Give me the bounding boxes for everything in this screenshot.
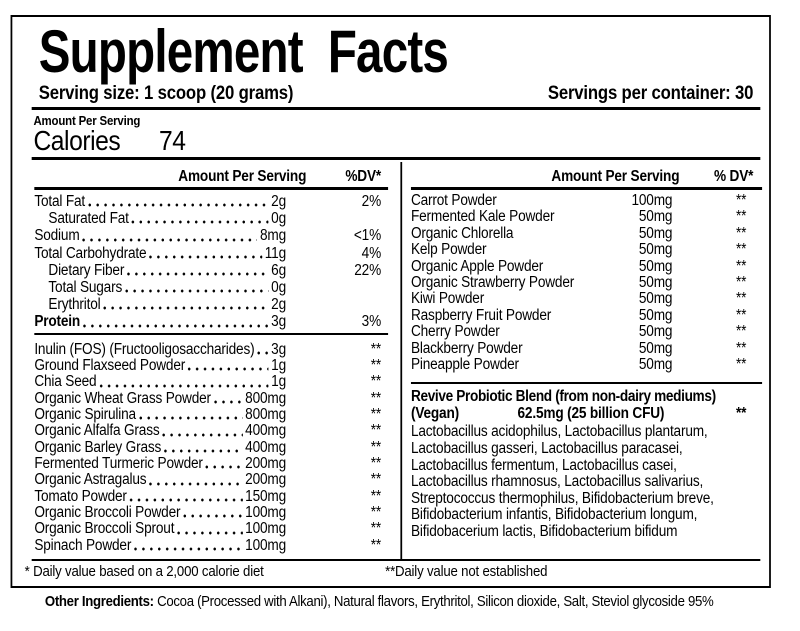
ingredient-name: Tomato Powder bbox=[34, 487, 127, 505]
probiotic-blend-section bbox=[411, 384, 762, 540]
nutrient-row bbox=[34, 193, 388, 210]
nutrient-row bbox=[34, 210, 388, 227]
ingredient-row bbox=[34, 374, 388, 390]
ingredient-dv: ** bbox=[370, 487, 382, 505]
ingredient-row bbox=[34, 472, 388, 488]
ingredient-amount: 50mg bbox=[638, 241, 673, 259]
leader-dots bbox=[205, 465, 242, 469]
ingredient-amount: 50mg bbox=[638, 306, 673, 324]
ingredient-row bbox=[411, 209, 762, 225]
ingredient-amount: 200mg bbox=[245, 455, 286, 473]
ingredient-dv: ** bbox=[735, 192, 747, 209]
page-title: Supplement Facts bbox=[38, 18, 449, 85]
ingredient-dv: ** bbox=[370, 504, 382, 522]
probiotic-vegan-label: (Vegan) bbox=[410, 405, 460, 423]
ingredient-name: Raspberry Fruit Powder bbox=[410, 306, 552, 324]
ingredient-dv: ** bbox=[370, 536, 382, 554]
ingredient-amount: 150mg bbox=[245, 487, 286, 505]
facts-columns bbox=[12, 162, 769, 559]
footnote-not-established: **Daily value not established bbox=[385, 563, 548, 580]
ingredient-row bbox=[411, 259, 762, 275]
ingredient-dv: ** bbox=[370, 406, 382, 423]
ingredient-dv: 3% bbox=[361, 313, 382, 331]
probiotic-dv: ** bbox=[735, 405, 747, 423]
nutrient-row bbox=[34, 313, 388, 330]
ingredient-amount: 50mg bbox=[638, 290, 673, 308]
ingredient-name: Organic Broccoli Powder bbox=[34, 504, 181, 522]
ingredient-amount: 8mg bbox=[259, 227, 286, 245]
leader-dots bbox=[149, 482, 242, 486]
right-column bbox=[402, 162, 769, 559]
leader-dots bbox=[103, 306, 268, 310]
ingredient-dv: ** bbox=[370, 356, 382, 374]
ingredient-name: Organic Chlorella bbox=[410, 224, 514, 242]
ingredient-amount: 800mg bbox=[245, 406, 286, 423]
probiotic-blend-title: Revive Probiotic Blend (from non-dairy mediums) bbox=[410, 388, 716, 406]
ingredient-dv: ** bbox=[735, 208, 747, 226]
leader-dots bbox=[131, 220, 268, 224]
leader-dots bbox=[82, 238, 257, 242]
ingredient-amount: 50mg bbox=[638, 224, 673, 242]
ingredient-dv: ** bbox=[370, 373, 382, 391]
ingredient-name: Protein bbox=[34, 313, 81, 331]
ingredient-row bbox=[34, 358, 388, 374]
ingredient-amount: 100mg bbox=[245, 536, 286, 554]
ingredient-dv: ** bbox=[735, 323, 747, 341]
nutrient-row bbox=[34, 227, 388, 244]
ingredient-name: Chia Seed bbox=[34, 373, 97, 391]
ingredient-name: Total Fat bbox=[34, 193, 86, 210]
ingredient-name: Carrot Powder bbox=[410, 192, 497, 209]
ingredient-name: Pineapple Powder bbox=[410, 356, 519, 374]
ingredient-amount: 100mg bbox=[245, 504, 286, 522]
nutrient-list bbox=[34, 190, 388, 331]
leader-dots bbox=[88, 203, 269, 207]
ingredient-row bbox=[34, 391, 388, 407]
ingredient-row bbox=[411, 324, 762, 340]
nutrient-row bbox=[34, 262, 388, 279]
ingredient-name: Organic Astragalus bbox=[34, 471, 147, 489]
supplement-facts-label bbox=[11, 15, 771, 588]
ingredient-amount: 50mg bbox=[638, 274, 673, 292]
ingredient-row bbox=[34, 489, 388, 505]
ingredient-name: Total Sugars bbox=[48, 279, 123, 297]
ingredient-dv: 22% bbox=[354, 261, 382, 279]
left-header-dv: %DV* bbox=[345, 168, 382, 185]
ingredient-amount: 50mg bbox=[638, 257, 673, 275]
ingredient-row bbox=[411, 291, 762, 307]
ingredient-row bbox=[411, 193, 762, 209]
leader-dots bbox=[257, 351, 268, 355]
calories-block bbox=[12, 110, 769, 154]
leader-dots bbox=[99, 384, 268, 388]
ingredient-dv: ** bbox=[370, 471, 382, 489]
ingredient-row bbox=[34, 456, 388, 472]
ingredient-name: Spinach Powder bbox=[34, 536, 132, 554]
ingredient-dv: ** bbox=[370, 438, 382, 456]
left-column-header bbox=[34, 162, 388, 185]
ingredient-dv: ** bbox=[370, 455, 382, 473]
nutrient-row bbox=[34, 279, 388, 296]
ingredient-name: Saturated Fat bbox=[48, 210, 129, 228]
ingredient-name: Organic Strawberry Powder bbox=[410, 274, 575, 292]
leader-dots bbox=[83, 324, 269, 328]
right-header-amount: Amount Per Serving bbox=[551, 168, 680, 185]
ingredient-row bbox=[411, 242, 762, 258]
servings-per-container-text: Servings per container: 30 bbox=[547, 83, 754, 104]
ingredient-name: Organic Alfalfa Grass bbox=[34, 422, 160, 440]
ingredient-row bbox=[34, 538, 388, 554]
probiotic-species-list: Lactobacillus acidophilus, Lactobacillus plantarum, Lactobacillus gasseri, Lactobacillus paracasei, Lactobacillus fermentum, Lactobacillus casei, Lactobacillus rhamnosus, Lactobacillus salivarius, Streptococcus thermophilus, Bifidobacterium breve, Bifidobacterium infantis, Bifidobacterium longum, Bifidobacerium lactis, Bifidobacterium bifidum bbox=[410, 423, 714, 541]
ingredient-amount: 2g bbox=[271, 296, 286, 314]
ingredient-amount: 50mg bbox=[638, 208, 673, 226]
ingredient-amount: 100mg bbox=[245, 520, 286, 538]
leader-dots bbox=[149, 255, 262, 259]
calories-label: Calories bbox=[33, 125, 121, 156]
ingredient-name: Fermented Turmeric Powder bbox=[34, 455, 203, 473]
ingredient-dv: ** bbox=[370, 422, 382, 440]
ingredient-amount: 100mg bbox=[631, 192, 673, 209]
ingredient-row bbox=[411, 341, 762, 357]
ingredient-name: Organic Broccoli Sprout bbox=[34, 520, 175, 538]
label-scaler bbox=[0, 15, 800, 610]
ingredient-name: Cherry Powder bbox=[410, 323, 500, 341]
ingredient-name: Ground Flaxseed Powder bbox=[34, 356, 186, 374]
ingredient-name: Blackberry Powder bbox=[410, 339, 523, 357]
ingredient-name: Fermented Kale Powder bbox=[410, 208, 555, 226]
ingredient-row bbox=[34, 521, 388, 537]
ingredient-row bbox=[34, 505, 388, 521]
divider-under-calories bbox=[32, 157, 761, 160]
ingredient-amount: 50mg bbox=[638, 323, 673, 341]
ingredient-name: Sodium bbox=[34, 227, 80, 245]
label-header bbox=[12, 17, 769, 104]
ingredient-dv: 4% bbox=[361, 244, 382, 262]
ingredient-amount: 400mg bbox=[245, 438, 286, 456]
ingredient-dv: ** bbox=[735, 274, 747, 292]
serving-row bbox=[39, 84, 754, 104]
ingredient-row bbox=[34, 407, 388, 423]
ingredient-dv: ** bbox=[735, 290, 747, 308]
ingredient-dv: ** bbox=[370, 389, 382, 407]
ingredient-name: Organic Wheat Grass Powder bbox=[34, 389, 211, 407]
leader-dots bbox=[164, 449, 243, 453]
ingredient-dv: ** bbox=[735, 356, 747, 374]
ingredient-dv: ** bbox=[735, 257, 747, 275]
ingredient-dv: ** bbox=[735, 306, 747, 324]
ingredient-amount: 50mg bbox=[638, 356, 673, 374]
ingredient-dv: ** bbox=[735, 224, 747, 242]
other-ingredients-text: Cocoa (Processed with Alkani), Natural flavors, Erythritol, Silicon dioxide, Salt, Steviol glycoside 95% bbox=[157, 593, 714, 610]
ingredient-row bbox=[34, 440, 388, 456]
leader-dots bbox=[127, 272, 269, 276]
leader-dots bbox=[139, 416, 243, 420]
ingredient-amount: 3g bbox=[271, 313, 286, 331]
calories-value: 74 bbox=[159, 125, 186, 156]
calories-row bbox=[33, 127, 753, 154]
ingredient-amount: 1g bbox=[271, 373, 286, 391]
ingredient-dv: ** bbox=[735, 339, 747, 357]
leader-dots bbox=[177, 531, 243, 535]
ingredient-amount: 0g bbox=[271, 279, 286, 297]
ingredient-amount: 3g bbox=[271, 340, 286, 358]
probiotic-amount: 62.5mg (25 billion CFU) bbox=[517, 405, 665, 423]
leader-dots bbox=[134, 547, 243, 551]
ingredient-amount: 50mg bbox=[638, 339, 673, 357]
serving-size-text: Serving size: 1 scoop (20 grams) bbox=[38, 83, 294, 104]
leader-dots bbox=[129, 498, 242, 502]
ingredient-name: Kiwi Powder bbox=[410, 290, 485, 308]
footnotes bbox=[12, 561, 769, 586]
ingredient-amount: 200mg bbox=[245, 471, 286, 489]
ingredient-row bbox=[34, 423, 388, 439]
ingredient-dv: <1% bbox=[353, 227, 382, 245]
leader-dots bbox=[188, 367, 269, 371]
ingredient-amount: 400mg bbox=[245, 422, 286, 440]
right-ingredient-list bbox=[411, 190, 762, 373]
ingredient-amount: 11g bbox=[264, 244, 286, 262]
leader-dots bbox=[214, 400, 243, 404]
amount-per-serving-heading: Amount Per Serving bbox=[33, 113, 141, 128]
ingredient-dv: 2% bbox=[361, 193, 382, 210]
ingredient-row bbox=[411, 308, 762, 324]
ingredient-dv: ** bbox=[370, 340, 382, 358]
ingredient-amount: 0g bbox=[271, 210, 286, 228]
left-header-amount: Amount Per Serving bbox=[178, 168, 307, 185]
left-column bbox=[12, 162, 402, 559]
ingredient-name: Total Carbohydrate bbox=[34, 244, 147, 262]
probiotic-blend-amount-row bbox=[411, 405, 762, 422]
ingredient-dv: ** bbox=[735, 241, 747, 259]
ingredient-amount: 800mg bbox=[245, 389, 286, 407]
nutrient-row bbox=[34, 245, 388, 262]
ingredient-row bbox=[411, 275, 762, 291]
ingredient-name: Kelp Powder bbox=[410, 241, 487, 259]
ingredient-amount: 6g bbox=[271, 261, 286, 279]
ingredient-row bbox=[34, 342, 388, 358]
ingredient-row bbox=[411, 357, 762, 373]
leader-dots bbox=[162, 433, 242, 437]
ingredient-row bbox=[411, 226, 762, 242]
ingredient-name: Organic Spirulina bbox=[34, 406, 136, 423]
left-ingredient-list bbox=[34, 335, 388, 554]
other-ingredients-label: Other Ingredients: bbox=[44, 593, 154, 610]
footnote-daily-value: * Daily value based on a 2,000 calorie diet bbox=[24, 563, 264, 580]
leader-dots bbox=[125, 289, 269, 293]
ingredient-name: Dietary Fiber bbox=[48, 261, 125, 279]
ingredient-amount: 1g bbox=[271, 356, 286, 374]
ingredient-name: Inulin (FOS) (Fructooligosaccharides) bbox=[34, 340, 255, 358]
ingredient-name: Erythritol bbox=[48, 296, 101, 314]
right-column-header bbox=[411, 162, 762, 185]
ingredient-name: Organic Apple Powder bbox=[410, 257, 544, 275]
leader-dots bbox=[183, 514, 243, 518]
other-ingredients bbox=[45, 593, 800, 610]
ingredient-amount: 2g bbox=[271, 193, 286, 210]
ingredient-dv: ** bbox=[370, 520, 382, 538]
nutrient-row bbox=[34, 296, 388, 313]
ingredient-name: Organic Barley Grass bbox=[34, 438, 162, 456]
right-header-dv: % DV* bbox=[713, 168, 754, 185]
